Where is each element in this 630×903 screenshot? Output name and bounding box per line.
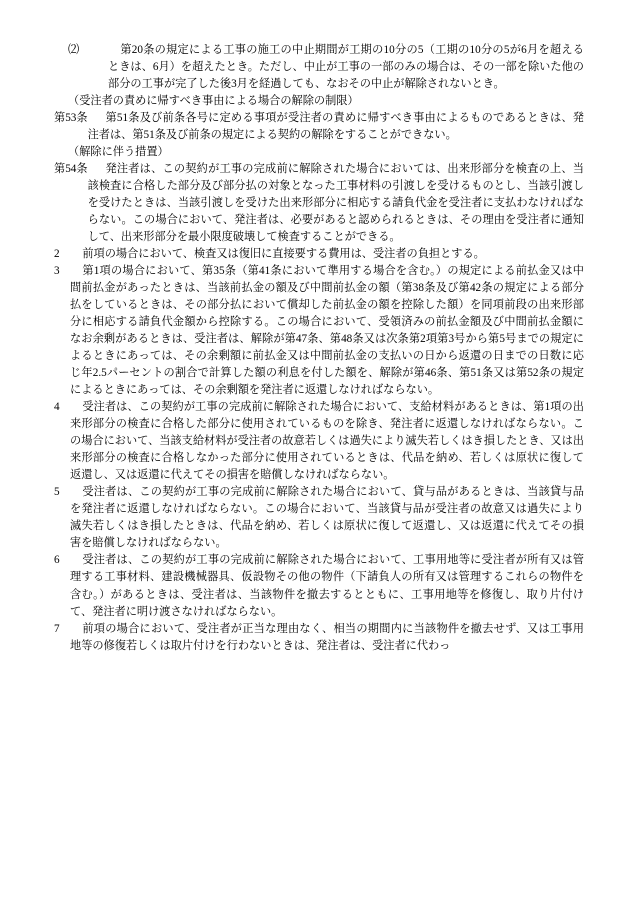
article-text: 第51条及び前条各号に定める事項が受注者の責めに帰すべき事由によるものであるときは、発注者は、第51条及び前条の規定による契約の解除をすることができない。	[87, 112, 584, 142]
paragraph-text: 受注者は、この契約が工事の完成前に解除された場合において、支給材料があるときは、第1項の出来形部分の検査に合格した部分に使用されているものを除き、発注者に返還しなければならない。この場合において、当該支給材料が受注者の故意若しくは過失により滅失若しくはき損したとき、又は出来形部分の検査に合格しなかった部分に使用されているときは、代品を納め、若しくは原状に復して返還し、又は返還に代えてその損害を賠償しなければならない。	[70, 401, 584, 482]
paragraph-number: 5	[54, 486, 60, 499]
paragraph-text: 前項の場合において、受注者が正当な理由なく、相当の期間内に当該物件を撤去せず、又は工事用地等の修復若しくは取片付けを行わないときは、発注者は、受注者に代わっ	[70, 622, 584, 652]
article-block	[54, 110, 584, 144]
section-heading: （解除に伴う措置）	[68, 146, 169, 159]
paragraph-number: 3	[54, 265, 60, 278]
list-item-marker: ⑵	[68, 44, 80, 56]
paragraph-text: 前項の場合において、検査又は復旧に直接要する費用は、受注者の負担とする。	[82, 248, 485, 261]
paragraph-number: 2	[54, 248, 60, 261]
paragraph-block	[54, 484, 584, 552]
list-item	[68, 42, 584, 93]
list-item-text: 第20条の規定による工事の施工の中止期間が工期の10分の5（工期の10分の5が6月を超えるときは、6月）を超えたとき。ただし、中止が工事の一部のみの場合は、その一部を除いた他の部分の工事が完了した後3月を経過しても、なおその中止が解除されないとき。	[108, 44, 584, 91]
paragraph-block	[54, 621, 584, 655]
section-heading: （受注者の責めに帰すべき事由による場合の解除の制限）	[68, 95, 359, 108]
paragraph-block	[54, 263, 584, 399]
paragraph-number: 6	[54, 554, 60, 567]
article-number: 第54条	[54, 163, 88, 176]
paragraph-number: 7	[54, 622, 60, 635]
paragraph-text: 第1項の場合において、第35条（第41条において準用する場合を含む。）の規定による前払金又は中間前払金があったときは、当該前払金の額及び中間前払金の額（第38条及び第42条の規定による部分払をしているときは、その部分払において償却した前払金の額を控除した額）を同項前段の出来形部分に相応する請負代金額から控除する。この場合において、受領済みの前払金額及び中間前払金額になお余剰があるときは、受注者は、解除が第47条、第48条又は次条第2項第3号から第5号までの規定によるときにあっては、その余剰額に前払金又は中間前払金の支払いの日から返還の日までの日数に応じ年2.5パーセントの割合で計算した額の利息を付した額を、解除が第46条、第51条又は第52条の規定によるときにあっては、その余剰額を発注者に返還しなければならない。	[70, 265, 584, 397]
paragraph-text: 受注者は、この契約が工事の完成前に解除された場合において、貸与品があるときは、当該貸与品を発注者に返還しなければならない。この場合において、当該貸与品が受注者の故意又は過失により滅失若しくはき損したときは、代品を納め、若しくは原状に復して返還し、又は返還に代えてその損害を賠償しなければならない。	[70, 486, 584, 550]
article-text: 発注者は、この契約が工事の完成前に解除された場合においては、出来形部分を検査の上、当該検査に合格した部分及び部分払の対象となった工事材料の引渡しを受けるものとし、当該引渡しを受けたときは、当該引渡しを受けた出来形部分に相応する請負代金を受注者に支払わなければならない。この場合において、発注者は、必要があると認められるときは、その理由を受注者に通知して、出来形部分を最小限度破壊して検査することができる。	[87, 163, 584, 244]
article-block	[54, 161, 584, 246]
paragraph-number: 4	[54, 401, 60, 414]
paragraph-block	[54, 399, 584, 484]
paragraph-block	[54, 246, 584, 263]
article-number: 第53条	[54, 112, 88, 125]
paragraph-block	[54, 552, 584, 620]
paragraph-text: 受注者は、この契約が工事の完成前に解除された場合において、工事用地等に受注者が所有又は管理する工事材料、建設機械器具、仮設物その他の物件（下請負人の所有又は管理するこれらの物件を含む。）があるときは、受注者は、当該物件を撤去するとともに、工事用地等を修復し、取り片付けて、発注者に明け渡さなければならない。	[70, 554, 584, 618]
